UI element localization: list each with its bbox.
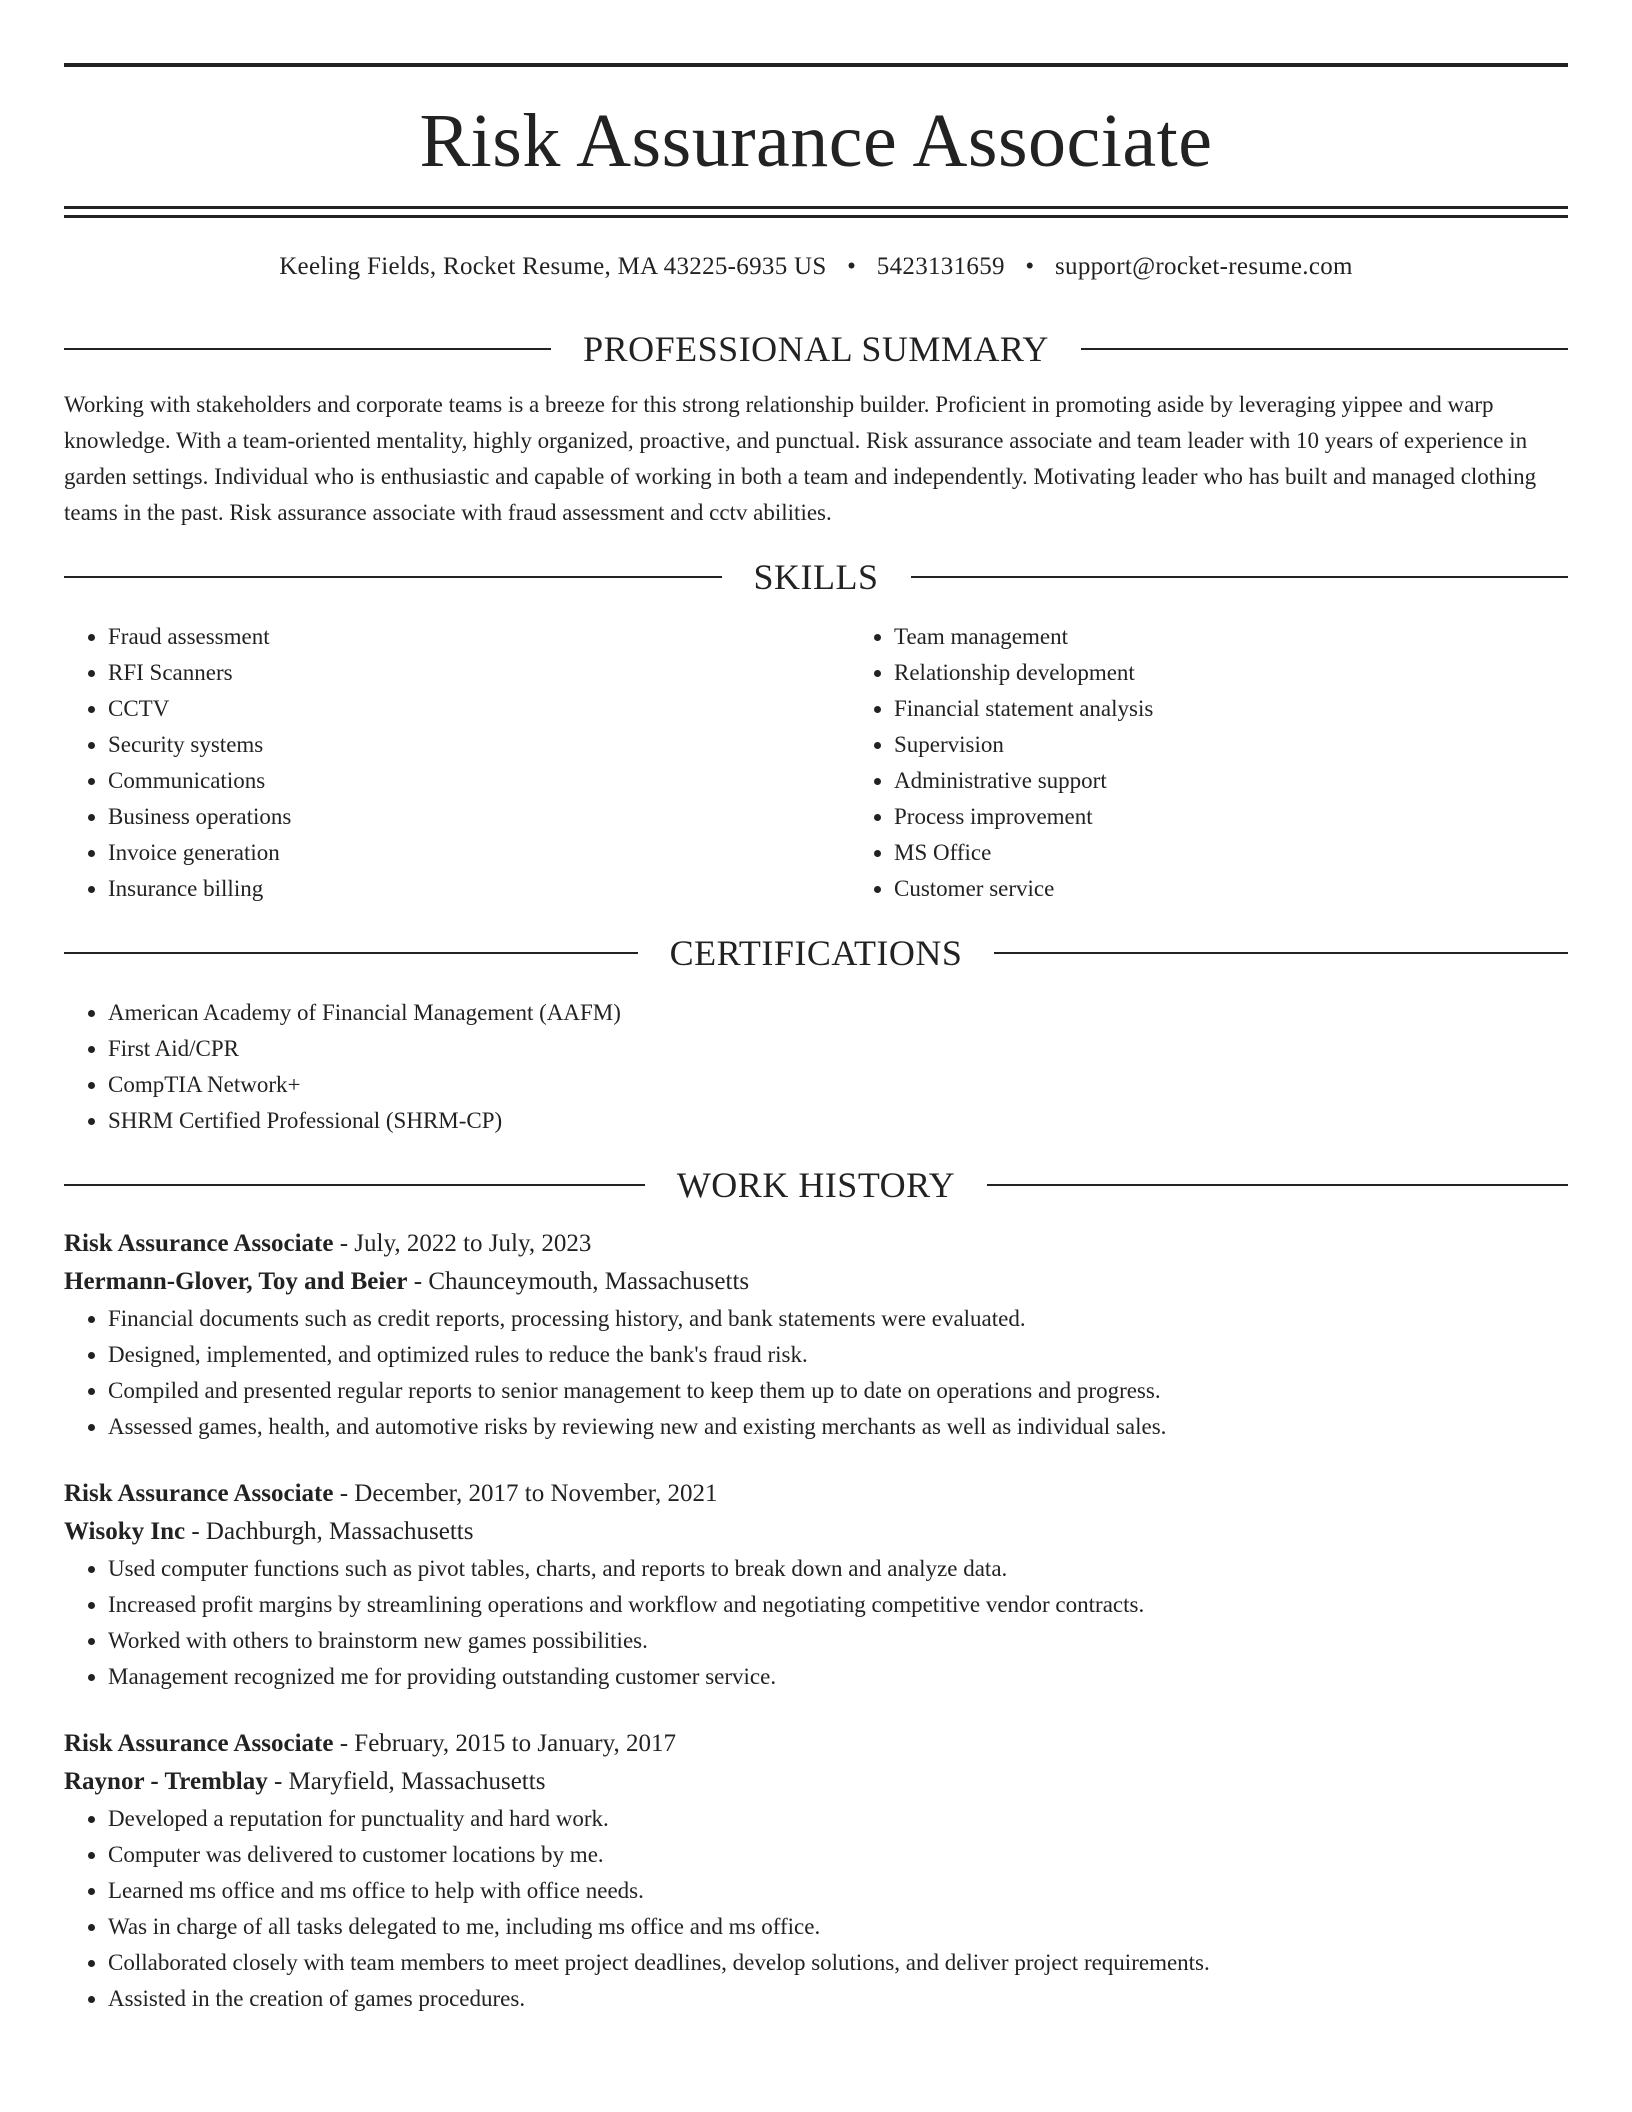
contact-line	[64, 254, 1568, 279]
job-dates: - December, 2017 to November, 2021	[333, 1480, 718, 1507]
job-bullets	[64, 1551, 1568, 1695]
list-item: • Administrative support	[894, 763, 1632, 799]
title-rule-upper	[64, 206, 1568, 209]
job-location: - Maryfield, Massachusetts	[267, 1768, 546, 1795]
job-location: - Dachburgh, Massachusetts	[185, 1518, 474, 1545]
skills-columns	[64, 619, 1568, 907]
certifications-heading-label: CERTIFICATIONS	[669, 933, 963, 973]
job-company: Wisoky Inc	[64, 1518, 186, 1545]
job-location: - Chaunceymouth, Massachusetts	[407, 1268, 750, 1295]
list-item: • Learned ms office and ms office to help with office needs.	[108, 1873, 1568, 1909]
heading-rule-left	[64, 348, 551, 350]
professional-summary-text: Working with stakeholders and corporate teams is a breeze for this strong relationship builder. Proficient in promoting aside by leveraging yippee and warp knowledge. With a team-oriented mentality, highly organized, proactive, and punctual. Risk assurance associate and team leader with 10 years of experience in garden settings. Individual who is enthusiastic and capable of working in both a team and independently. Motivating leader who has built and managed clothing teams in the past. Risk assurance associate with fraud assessment and cctv abilities.	[64, 392, 1537, 525]
job-title: Risk Assurance Associate	[64, 1480, 334, 1507]
job-title: Risk Assurance Associate	[64, 1730, 334, 1757]
job-company-line	[64, 1263, 1568, 1301]
job-title-line	[64, 1725, 1568, 1763]
job-title-line	[64, 1475, 1568, 1513]
list-item: • Financial statement analysis	[894, 691, 1632, 727]
list-item: • Supervision	[894, 727, 1632, 763]
certifications-section-heading	[64, 935, 1568, 971]
heading-rule-left	[64, 952, 638, 954]
heading-rule-left	[64, 576, 722, 578]
job-entry	[64, 1725, 1568, 2017]
contact-separator: •	[847, 253, 857, 280]
list-item: • Customer service	[894, 871, 1632, 907]
job-bullets	[64, 1801, 1568, 2017]
work-history-heading-label: WORK HISTORY	[676, 1165, 956, 1205]
job-bullets	[64, 1301, 1568, 1445]
summary-heading-label: PROFESSIONAL SUMMARY	[583, 329, 1049, 369]
heading-rule-right	[987, 1184, 1568, 1186]
skills-heading-label: SKILLS	[753, 557, 879, 597]
list-item: • Computer was delivered to customer locations by me.	[108, 1837, 1568, 1873]
contact-email: support@rocket-resume.com	[1054, 253, 1353, 280]
job-company: Hermann-Glover, Toy and Beier	[64, 1268, 408, 1295]
summary-section-heading	[64, 331, 1568, 367]
list-item: • Used computer functions such as pivot tables, charts, and reports to break down and analyze data.	[108, 1551, 1568, 1587]
top-rule	[64, 63, 1568, 67]
job-title: Risk Assurance Associate	[64, 1230, 334, 1257]
list-item: • Worked with others to brainstorm new games possibilities.	[108, 1623, 1568, 1659]
job-entry	[64, 1475, 1568, 1695]
job-title-line	[64, 1225, 1568, 1263]
list-item: • Management recognized me for providing outstanding customer service.	[108, 1659, 1568, 1695]
list-item: • Assisted in the creation of games procedures.	[108, 1981, 1568, 2017]
job-dates: - July, 2022 to July, 2023	[333, 1230, 592, 1257]
contact-address: Keeling Fields, Rocket Resume, MA 43225-6935 US	[279, 253, 827, 280]
list-item: • Team management	[894, 619, 1632, 655]
list-item: • Relationship development	[894, 655, 1632, 691]
contact-separator: •	[1025, 253, 1035, 280]
list-item: • Business operations	[108, 799, 850, 835]
list-item: • CompTIA Network+	[108, 1067, 1568, 1103]
title-rule-lower	[64, 215, 1568, 218]
list-item: • SHRM Certified Professional (SHRM-CP)	[108, 1103, 1568, 1139]
job-company-line	[64, 1513, 1568, 1551]
list-item: • Insurance billing	[108, 871, 850, 907]
list-item: • Security systems	[108, 727, 850, 763]
resume-title: Risk Assurance Associate	[419, 99, 1213, 183]
list-item: • Collaborated closely with team members to meet project deadlines, develop solutions, and deliver project requirements.	[108, 1945, 1568, 1981]
list-item: • Developed a reputation for punctuality and hard work.	[108, 1801, 1568, 1837]
skills-section-heading	[64, 559, 1568, 595]
list-item: • Was in charge of all tasks delegated to me, including ms office and ms office.	[108, 1909, 1568, 1945]
list-item: • MS Office	[894, 835, 1632, 871]
list-item: • CCTV	[108, 691, 850, 727]
job-company: Raynor - Tremblay	[64, 1768, 268, 1795]
list-item: • First Aid/CPR	[108, 1031, 1568, 1067]
list-item: • Fraud assessment	[108, 619, 850, 655]
list-item: • Assessed games, health, and automotive risks by reviewing new and existing merchants as well as individual sales.	[108, 1409, 1568, 1445]
list-item: • Financial documents such as credit reports, processing history, and bank statements were evaluated.	[108, 1301, 1568, 1337]
contact-phone: 5423131659	[876, 253, 1005, 280]
list-item: • American Academy of Financial Management (AAFM)	[108, 995, 1568, 1031]
job-entry	[64, 1225, 1568, 1445]
list-item: • Increased profit margins by streamlining operations and workflow and negotiating competitive vendor contracts.	[108, 1587, 1568, 1623]
certifications-list	[64, 995, 1568, 1139]
list-item: • Invoice generation	[108, 835, 850, 871]
job-dates: - February, 2015 to January, 2017	[333, 1730, 676, 1757]
list-item: • Compiled and presented regular reports to senior management to keep them up to date on operations and progress.	[108, 1373, 1568, 1409]
list-item: • Communications	[108, 763, 850, 799]
heading-rule-right	[1081, 348, 1568, 350]
heading-rule-right	[994, 952, 1568, 954]
heading-rule-right	[911, 576, 1569, 578]
work-history-section-heading	[64, 1167, 1568, 1203]
job-company-line	[64, 1763, 1568, 1801]
resume-page	[64, 0, 1568, 2017]
list-item: • Designed, implemented, and optimized rules to reduce the bank's fraud risk.	[108, 1337, 1568, 1373]
list-item: • Process improvement	[894, 799, 1632, 835]
list-item: • RFI Scanners	[108, 655, 850, 691]
skills-list-left	[64, 619, 850, 907]
skills-list-right	[850, 619, 1632, 907]
heading-rule-left	[64, 1184, 645, 1186]
